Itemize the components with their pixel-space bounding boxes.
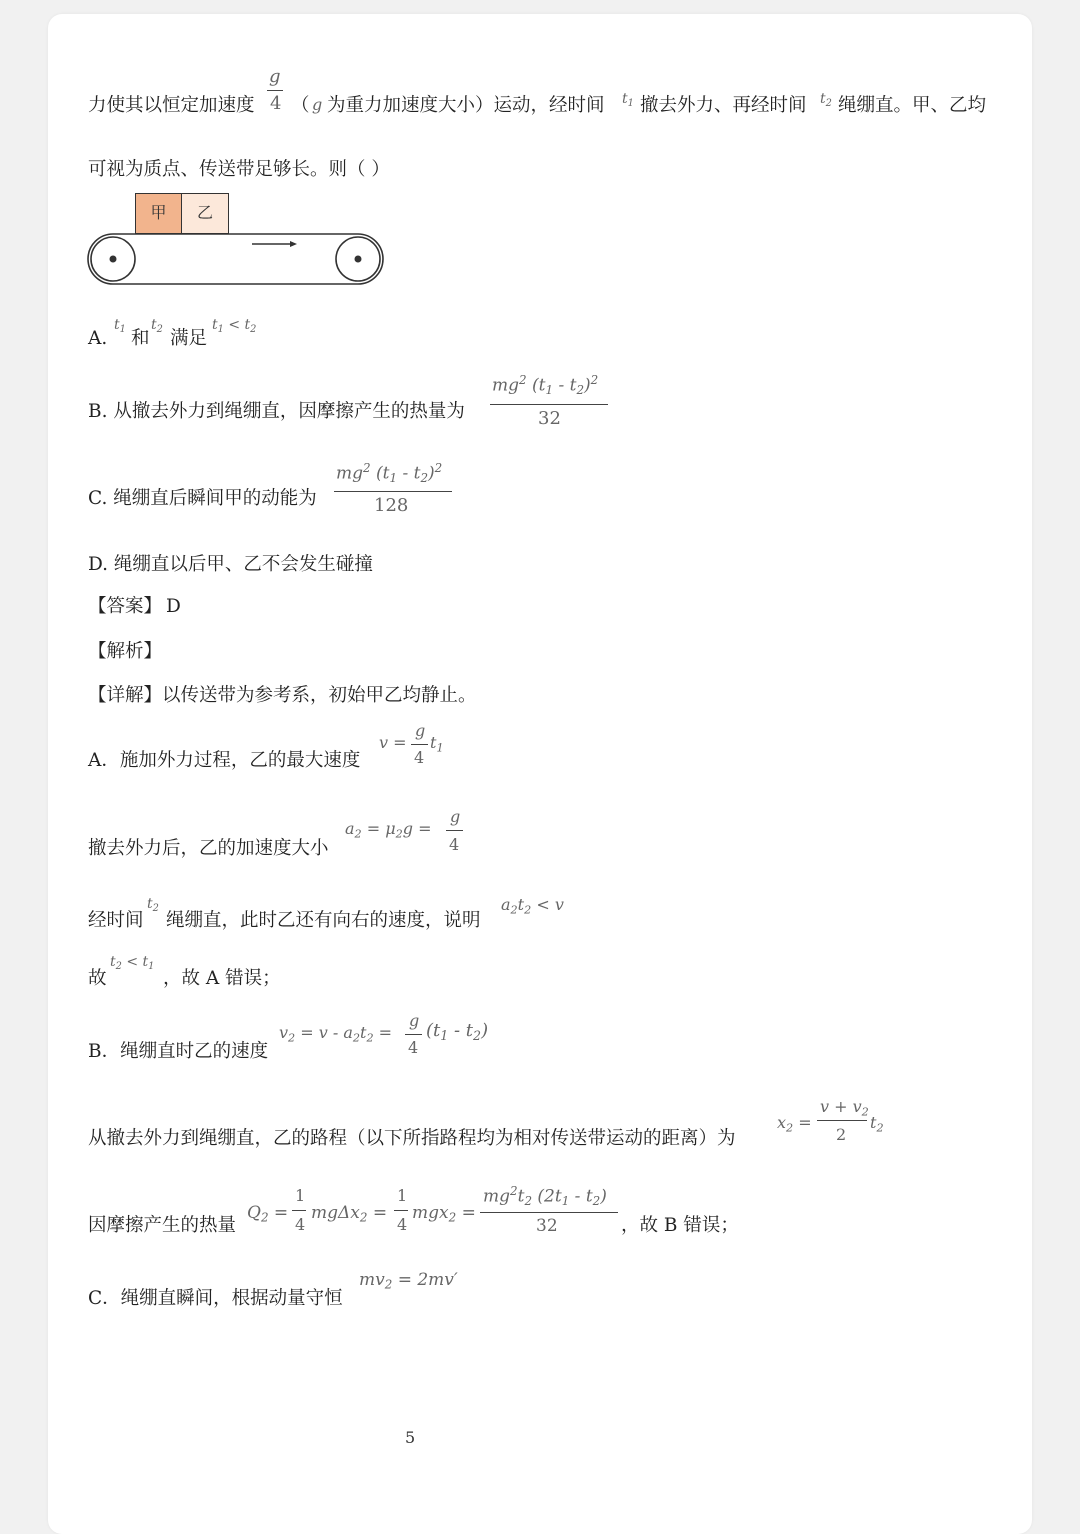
math-t2: $t_2$ [820, 91, 832, 109]
math-t2: $t_2$ [147, 896, 159, 914]
math-t1: $t_1$ [430, 733, 444, 755]
detail-a3: 经时间 [88, 910, 144, 931]
math-momentum: $mv_2 = 2mv'$ [359, 1270, 458, 1292]
math-g: g [450, 807, 461, 826]
question-text: 绳绷直。甲、乙均 [838, 95, 987, 116]
fraction-bar [446, 830, 463, 831]
option-c-denominator: 128 [374, 495, 409, 516]
fraction-bar [817, 1120, 867, 1121]
math-x2: $x_2$ = [777, 1113, 812, 1135]
detail-b3-end: ，故 B 错误； [621, 1215, 739, 1236]
option-b-denominator: 32 [538, 408, 561, 429]
question-text: 可视为质点、传送带足够长。则（ ） [88, 159, 390, 180]
detail-a4: 故 [88, 968, 107, 989]
math-4: 4 [414, 748, 425, 767]
detail-c1: C．绳绷直瞬间，根据动量守恒 [88, 1288, 343, 1309]
math-mgx2: mgx$_2$ = [412, 1203, 476, 1225]
fraction-bar [405, 1034, 422, 1035]
math-numerator: $mg^2$ $(t_1 - t_2)^2$ [336, 461, 443, 486]
detail-a3b: 绳绷直，此时乙还有向右的速度，说明 [166, 910, 481, 931]
math-t1-lt-t2: $t_1 < t_2$ [212, 317, 257, 335]
detail-b2: 从撤去外力到绳绷直，乙的路程（以下所指路程均为相对传送带运动的距离）为 [88, 1128, 736, 1149]
math-g: g [312, 95, 323, 114]
detail-b1: B．绳绷直时乙的速度 [88, 1041, 269, 1062]
math-t2: $t_2$ [870, 1113, 884, 1135]
math-4: 4 [397, 1215, 408, 1234]
question-text: 为重力加速度大小）运动，经时间 [327, 95, 605, 116]
math-t1: $t_1$ [114, 317, 126, 335]
math-g: g [415, 721, 426, 740]
option-c: C. 绳绷直后瞬间甲的动能为 [88, 488, 317, 509]
math-t2-lt-t1: $t_2 < t_1$ [110, 954, 155, 972]
fraction-bar [292, 1210, 306, 1211]
math-numerator: $mg^2$ $(t_1 - t_2)^2$ [492, 373, 599, 398]
detail-intro: 【详解】以传送带为参考系，初始甲乙均静止。 [88, 685, 477, 706]
detail-a2: 撤去外力后，乙的加速度大小 [88, 838, 329, 859]
math-t1: $t_1$ [622, 91, 634, 109]
answer-label: 【答案】 [88, 596, 163, 617]
math-1: 1 [295, 1186, 306, 1205]
math-a2-eq: $a_2 = \mu_2g$ = [345, 819, 432, 841]
math-4: 4 [449, 835, 460, 854]
option-a-text: 和 [131, 328, 150, 349]
math-v2-eq: $v_2 = v - a_2t_2$ = [279, 1023, 393, 1045]
math-v-plus-v2: $v + v_2$ [820, 1097, 869, 1119]
math-g: g [409, 1011, 420, 1030]
math-mg-dx2: mgΔx$_2$ = [311, 1203, 388, 1225]
analysis-label: 【解析】 [88, 641, 163, 662]
detail-b3: 因摩擦产生的热量 [88, 1215, 237, 1236]
question-text: 力使其以恒定加速度 [88, 95, 255, 116]
math-g: g [269, 66, 281, 87]
question-text: 撤去外力、再经时间 [640, 95, 807, 116]
math-q-numerator: $mg^2t_2$ $(2t_1 - t_2)$ [483, 1184, 607, 1209]
page-number: 5 [405, 1428, 416, 1447]
math-a2t2-lt-v: $a_2t_2 < v$ [501, 895, 564, 917]
answer-value: D [166, 596, 181, 617]
math-4: 4 [295, 1215, 306, 1234]
fraction-bar [394, 1210, 408, 1211]
fraction-bar [411, 744, 428, 745]
option-a-text: 满足 [170, 328, 208, 349]
math-4: 4 [408, 1038, 419, 1057]
math-1: 1 [397, 1186, 408, 1205]
fraction-bar [334, 491, 452, 492]
option-d: D. 绳绷直以后甲、乙不会发生碰撞 [88, 554, 373, 575]
fraction-bar [480, 1212, 618, 1213]
math-q2: $Q_2$ = [247, 1203, 289, 1225]
block-jia: 甲 [135, 193, 182, 234]
conveyor-belt [86, 232, 388, 288]
math-t2: $t_2$ [151, 317, 163, 335]
math-t1-minus-t2: $(t_1 - t_2)$ [426, 1020, 489, 1043]
block-yi: 乙 [181, 193, 229, 234]
math-4: 4 [270, 93, 282, 114]
math-v: v = [379, 733, 407, 752]
question-text: （ [291, 95, 310, 116]
detail-a4b: ，故 A 错误； [163, 968, 281, 989]
math-32: 32 [536, 1216, 558, 1236]
fraction-bar [267, 90, 283, 91]
fraction-bar [490, 404, 608, 405]
detail-a1: A．施加外力过程，乙的最大速度 [88, 750, 361, 771]
math-2: 2 [836, 1125, 847, 1144]
option-a: A. [88, 328, 108, 349]
option-b: B. 从撤去外力到绳绷直，因摩擦产生的热量为 [88, 401, 465, 422]
